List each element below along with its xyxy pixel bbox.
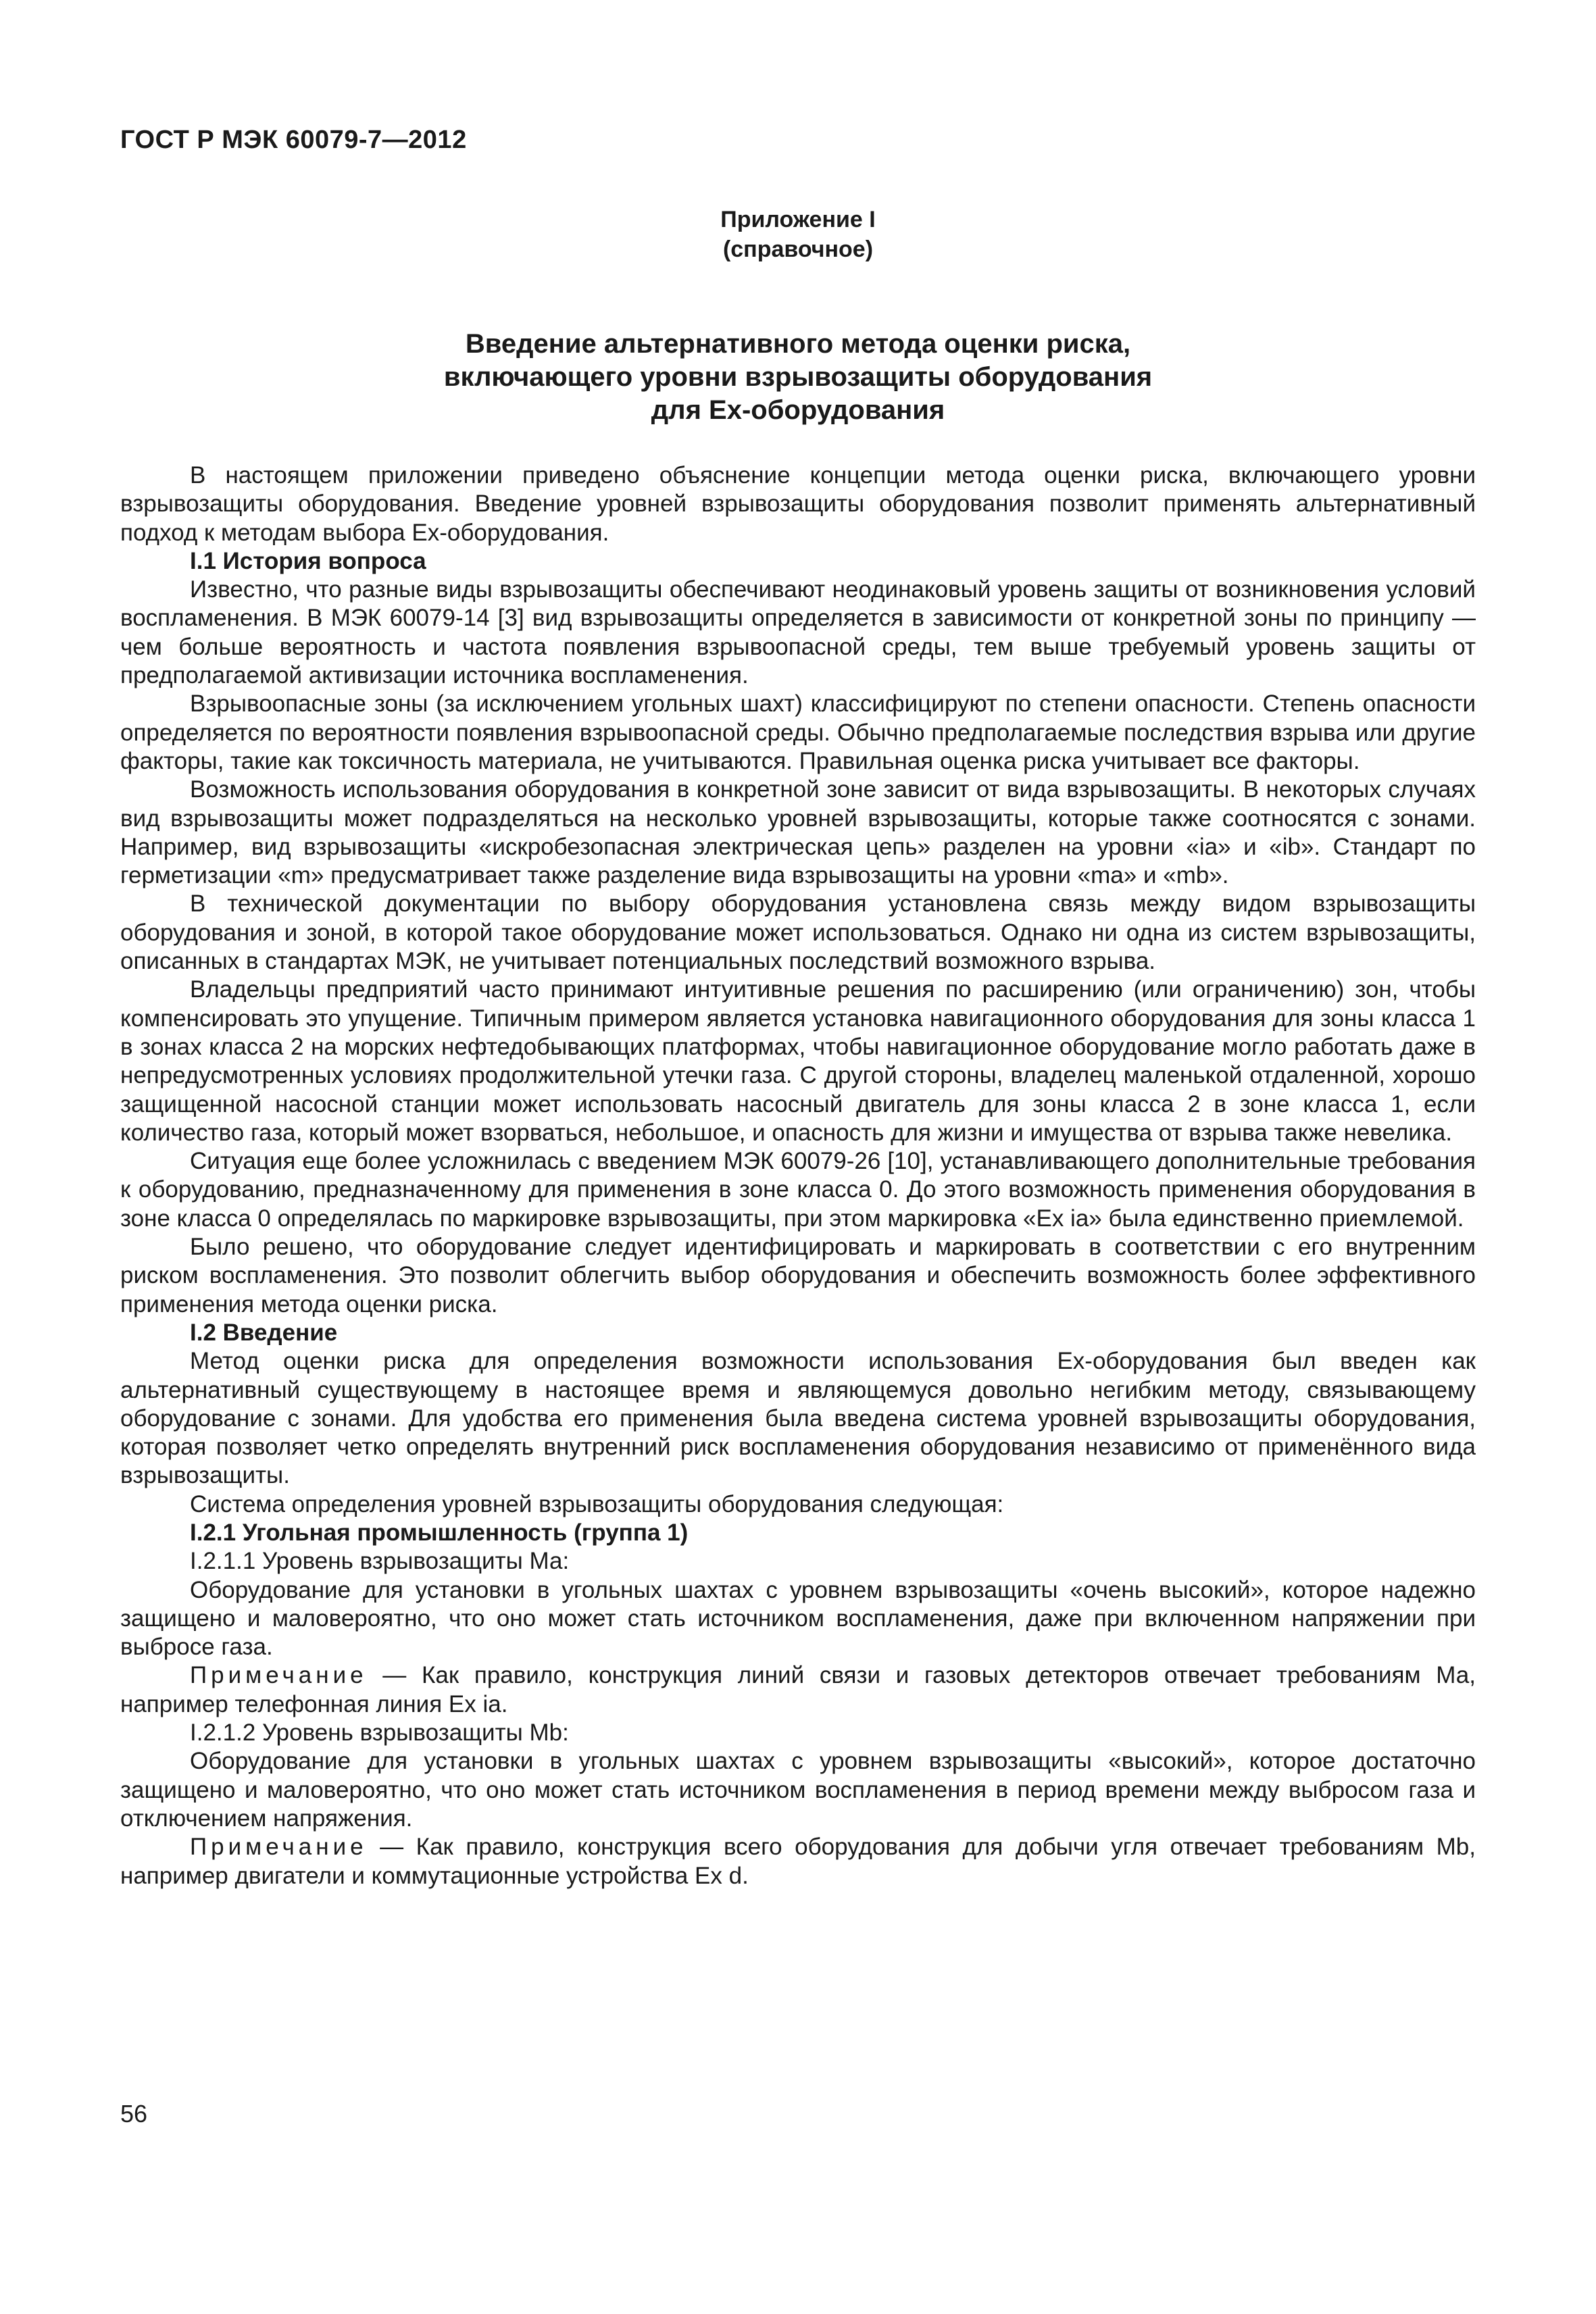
paragraph: Метод оценки риска для определения возможности использования Ex-оборудования был введен как альтернативный существующему в настоящее время и являющемуся довольно негибким методу, связывающему оборудование с зонами. Для удобства его применения была введена система уровней взрывозащиты оборудования, которая позволяет четко определять внутренний риск воспламенения оборудования независимо от применённого вида взрывозащиты. bbox=[120, 1348, 1476, 1489]
note bbox=[120, 1833, 1476, 1890]
note-label: Примечание bbox=[190, 1834, 368, 1861]
note-text: — Как правило, конструкция линий связи и газовых детекторов отвечает требованиям Ма, например телефонная линия Ex ia. bbox=[120, 1662, 1476, 1717]
standard-designation: ГОСТ Р МЭК 60079-7—2012 bbox=[120, 126, 467, 154]
paragraph: Было решено, что оборудование следует идентифицировать и маркировать в соответствии с его внутренним риском воспламенения. Это позволит облегчить выбор оборудования и обеспечить возможность более эффективного применения метода оценки риска. bbox=[120, 1234, 1476, 1317]
paragraph: Известно, что разные виды взрывозащиты обеспечивают неодинаковый уровень защиты от возникновения условий воспламенения. В МЭК 60079-14 [3] вид взрывозащиты определяется в зависимости от конкретной зоны по принципу — чем больше вероятность и частота появления взрывоопасной среды, тем выше требуемый уровень защиты от предполагаемой активизации источника воспламенения. bbox=[120, 576, 1476, 689]
paragraph: Ситуация еще более усложнилась с введением МЭК 60079-26 [10], устанавливающего дополнительные требования к оборудованию, предназначенному для применения в зоне класса 0. До этого возможность применения оборудования в зоне класса 0 определялась по маркировке взрывозащиты, при этом маркировка «Ex ia» была единственно приемлемой. bbox=[120, 1148, 1476, 1232]
note-text: — Как правило, конструкция всего оборудования для добычи угля отвечает требованиям Mb, например двигатели и коммутационные устройства Ex d. bbox=[120, 1834, 1476, 1889]
clause-heading: I.2.1.1 Уровень взрывозащиты Ма: bbox=[190, 1548, 570, 1575]
paragraph: Владельцы предприятий часто принимают интуитивные решения по расширению (или ограничению) зон, чтобы компенсировать это упущение. Типичным примером является установка навигационного оборудования для зоны класса 1 в зонах класса 2 на морских нефтедобывающих платформах, чтобы навигационное оборудование могло работать даже в непредусмотренных условиях продолжительной утечки газа. С другой стороны, владелец маленькой отдаленной, хорошо защищенной насосной станции может использовать насосный двигатель для зоны класса 2 в зоне класса 1, если количество газа, который может взорваться, небольшое, и опасность для жизни и имущества от взрыва также невелика. bbox=[120, 976, 1476, 1146]
paragraph: Возможность использования оборудования в конкретной зоне зависит от вида взрывозащиты. В некоторых случаях вид взрывозащиты может подразделяться на несколько уровней взрывозащиты, которые также соотносятся с зонами. Например, вид взрывозащиты «искробезопасная электрическая цепь» разделен на уровни «ia» и «ib». Стандарт по герметизации «m» предусматривает также разделение вида взрывозащиты на уровни «ma» и «mb». bbox=[120, 776, 1476, 889]
annex-title-line: Введение альтернативного метода оценки риска, bbox=[465, 329, 1131, 359]
document-body bbox=[120, 461, 1476, 1890]
page-number: 56 bbox=[120, 2100, 148, 2128]
section-heading: I.1 История вопроса bbox=[190, 547, 426, 574]
paragraph: В технической документации по выбору оборудования установлена связь между видом взрывозащиты оборудования и зоной, в которой такое оборудование может использоваться. Однако ни одна из систем взрывозащиты, описанных в стандартах МЭК, не учитывает потенциальных последствий возможного взрыва. bbox=[120, 890, 1476, 975]
paragraph: Взрывоопасные зоны (за исключением угольных шахт) классифицируют по степени опасности. Степень опасности определяется по вероятности появления взрывоопасной среды. Обычно предполагаемые последствия взрыва или другие факторы, такие как токсичность материала, не учитываются. Правильная оценка риска учитывает все факторы. bbox=[120, 690, 1476, 774]
paragraph: В настоящем приложении приведено объяснение концепции метода оценки риска, включающего уровни взрывозащиты оборудования. Введение уровней взрывозащиты оборудования позволит применять альтернативный подход к методам выбора Ex-оборудования. bbox=[120, 462, 1476, 546]
clause-heading: I.2.1.2 Уровень взрывозащиты Mb: bbox=[190, 1719, 569, 1746]
note-label: Примечание bbox=[190, 1662, 368, 1689]
annex-status: (справочное) bbox=[722, 236, 874, 262]
annex-title bbox=[0, 328, 1596, 427]
section-heading: I.2 Введение bbox=[190, 1319, 338, 1346]
subsection-heading: I.2.1 Угольная промышленность (группа 1) bbox=[190, 1519, 689, 1546]
annex-title-line: включающего уровни взрывозащиты оборудования bbox=[443, 362, 1153, 392]
note bbox=[120, 1661, 1476, 1719]
paragraph: Оборудование для установки в угольных шахтах с уровнем взрывозащиты «очень высокий», которое надежно защищено и маловероятно, что оно может стать источником воспламенения, даже при включенном напряжении при выбросе газа. bbox=[120, 1576, 1476, 1661]
annex-title-line: для Ex-оборудования bbox=[651, 395, 945, 425]
annex-label: Приложение I bbox=[720, 207, 876, 232]
paragraph: Система определения уровней взрывозащиты оборудования следующая: bbox=[190, 1490, 1004, 1517]
paragraph: Оборудование для установки в угольных шахтах с уровнем взрывозащиты «высокий», которое достаточно защищено и маловероятно, что оно может стать источником воспламенения в период времени между выбросом газа и отключением напряжения. bbox=[120, 1748, 1476, 1832]
